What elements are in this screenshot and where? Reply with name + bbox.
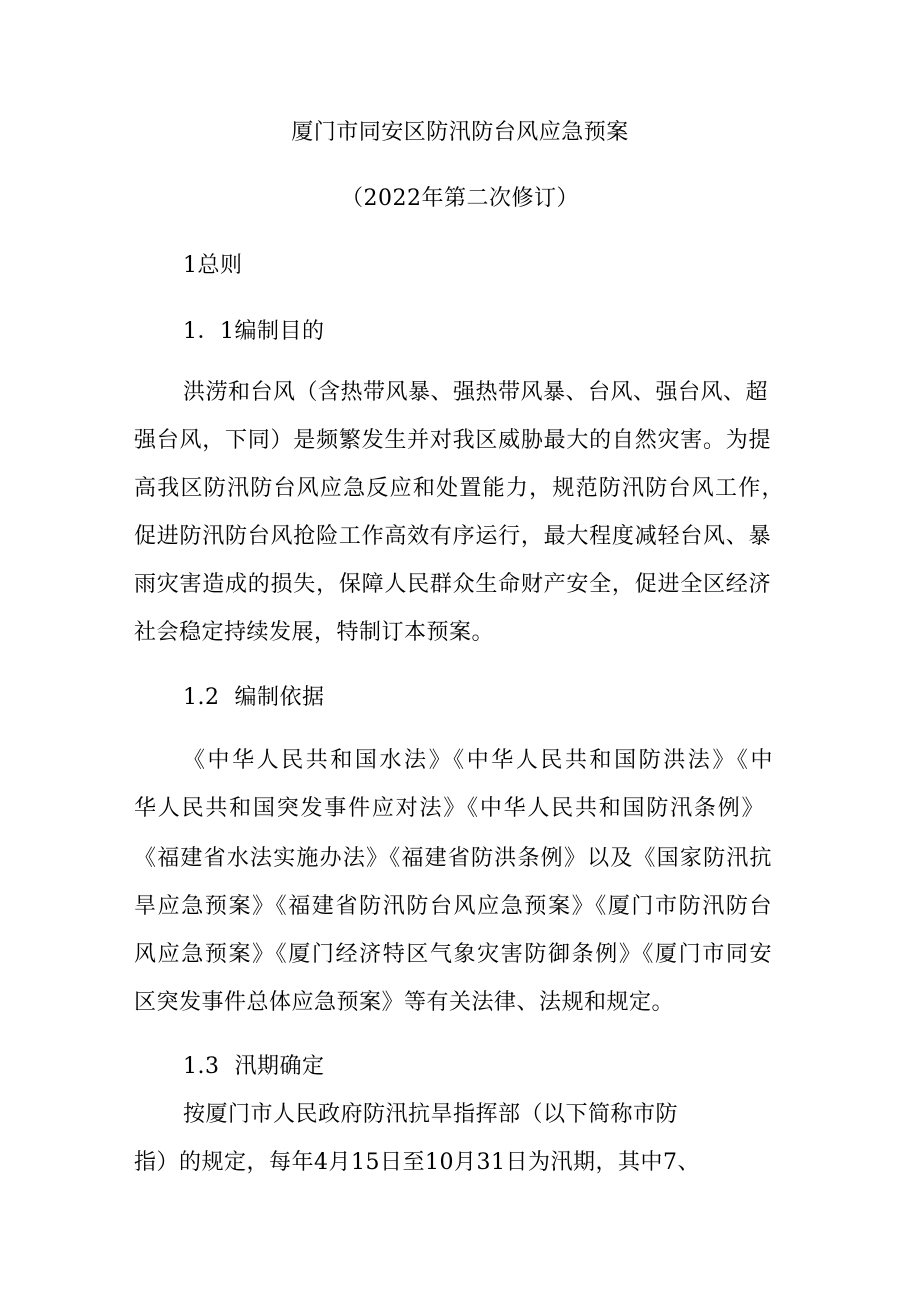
paragraph-line: 《中华人民共和国水法》《中华人民共和国防洪法》《中 xyxy=(183,748,773,773)
paragraph-line: 按厦门市人民政府防汛抗旱指挥部（以下简称市防 xyxy=(183,1102,679,1127)
paragraph-line: 高我区防汛防台风应急反应和处置能力，规范防汛防台风工作， xyxy=(134,476,784,501)
section-1-3-heading: 1.3 汛期确定 xyxy=(183,1054,325,1079)
paragraph-line: 旱应急预案》《福建省防汛防台风应急预案》《厦门市防汛防台 xyxy=(134,894,772,919)
document-subtitle: （2022年第二次修订） xyxy=(341,186,579,211)
paragraph-line: 社会稳定持续发展，特制订本预案。 xyxy=(134,620,495,645)
paragraph-line: 风应急预案》《厦门经济特区气象灾害防御条例》《厦门市同安 xyxy=(134,942,772,967)
paragraph-line: 洪涝和台风（含热带风暴、强热带风暴、台风、强台风、超 xyxy=(183,380,769,405)
paragraph-line: 《福建省水法实施办法》《福建省防洪条例》以及《国家防汛抗 xyxy=(134,846,772,871)
paragraph-line: 雨灾害造成的损失，保障人民群众生命财产安全，促进全区经济 xyxy=(134,572,771,597)
paragraph-line: 促进防汛防台风抢险工作高效有序运行，最大程度减轻台风、暴 xyxy=(134,524,771,549)
paragraph-line: 区突发事件总体应急预案》等有关法律、法规和规定。 xyxy=(134,990,675,1015)
paragraph-line: 华人民共和国突发事件应对法》《中华人民共和国防汛条例》 xyxy=(134,796,764,821)
paragraph-line: 强台风，下同）是频繁发生并对我区威胁最大的自然灾害。为提 xyxy=(134,428,771,453)
section-1-heading: 1总则 xyxy=(183,253,243,278)
section-1-2-heading: 1.2 编制依据 xyxy=(183,685,325,710)
document-title: 厦门市同安区防汛防台风应急预案 xyxy=(291,120,629,145)
section-1-1-heading: 1．1编制目的 xyxy=(183,319,325,344)
paragraph-line: 指）的规定，每年4月15日至10月31日为汛期，其中7、 xyxy=(134,1150,700,1175)
